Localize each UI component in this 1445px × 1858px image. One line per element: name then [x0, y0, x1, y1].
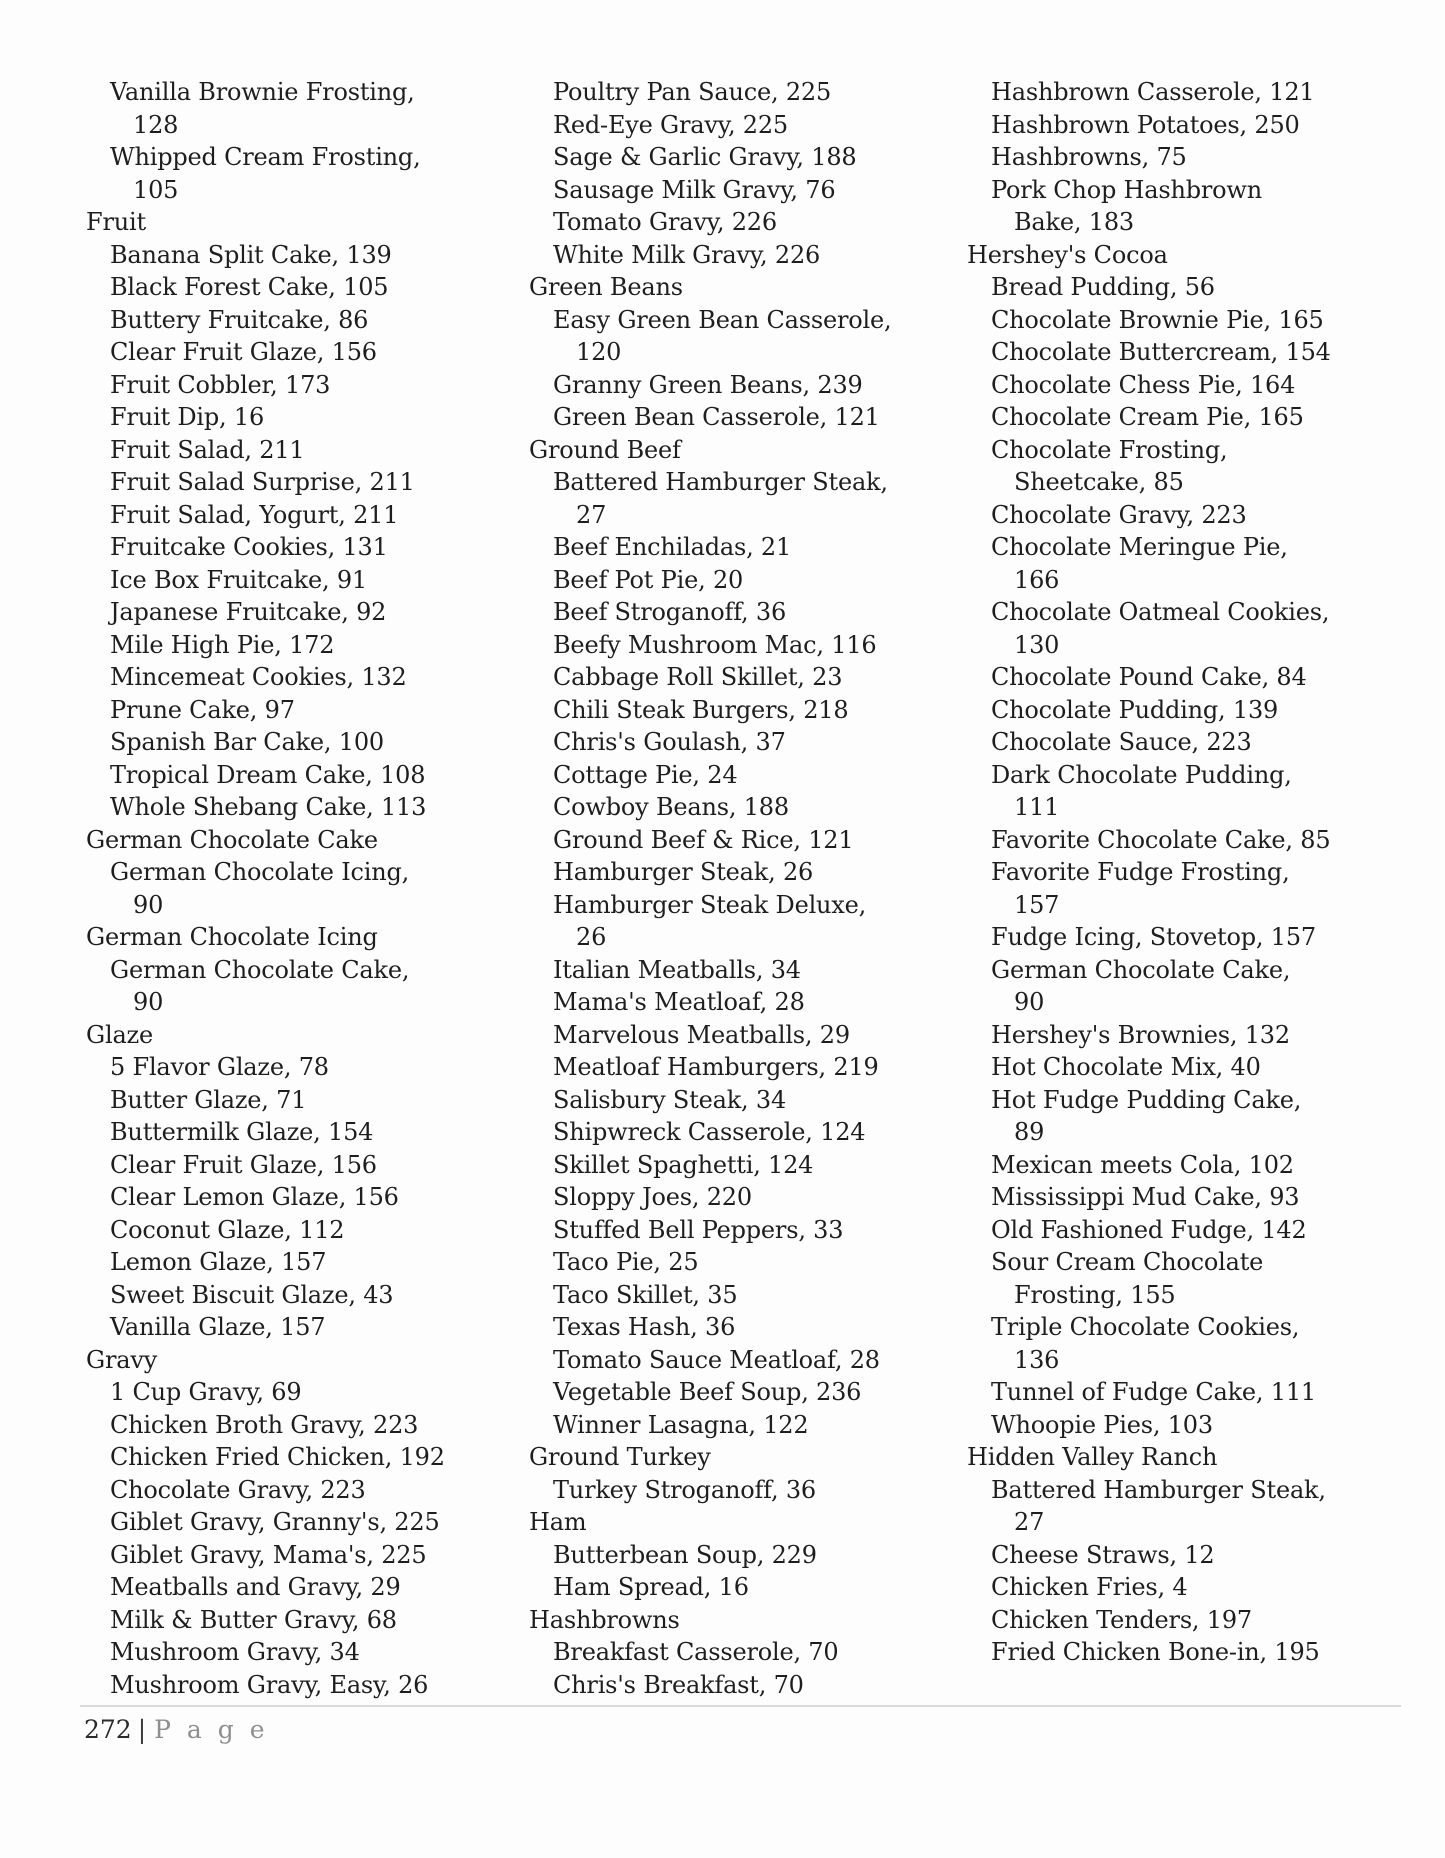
index-entry-continuation: 120: [576, 338, 622, 366]
footer-label: P a g e: [154, 1715, 269, 1744]
index-entry: Fried Chicken Bone-in, 195: [991, 1638, 1320, 1666]
index-entry: Mama's Meatloaf, 28: [553, 988, 805, 1016]
index-section-header: German Chocolate Cake: [86, 825, 378, 854]
index-entry: Winner Lasagna, 122: [553, 1410, 809, 1439]
index-entry: Poultry Pan Sauce, 225: [553, 78, 832, 106]
index-entry-continuation: 136: [1014, 1345, 1060, 1374]
index-entry: Ice Box Fruitcake, 91: [110, 565, 367, 594]
page-number: 272: [84, 1715, 132, 1744]
index-entry: Spanish Bar Cake, 100: [110, 728, 384, 756]
index-entry: Fruit Salad, Yogurt, 211: [110, 500, 399, 529]
index-entry: Red-Eye Gravy, 225: [553, 110, 789, 139]
index-entry: 1 Cup Gravy, 69: [110, 1378, 302, 1406]
index-entry: Japanese Fruitcake, 92: [110, 598, 387, 626]
index-entry: White Milk Gravy, 226: [553, 240, 821, 269]
index-entry-continuation: Sheetcake, 85: [1014, 468, 1184, 496]
index-entry: Chocolate Gravy, 223: [110, 1475, 366, 1504]
index-entry: Sage & Garlic Gravy, 188: [553, 143, 857, 171]
index-entry-continuation: 128: [133, 110, 179, 139]
index-entry-continuation: 166: [1014, 565, 1060, 594]
index-entry-continuation: 26: [576, 923, 607, 951]
index-section-header: Ham: [529, 1508, 587, 1536]
index-entry: Chocolate Gravy, 223: [991, 500, 1247, 529]
index-entry: Dark Chocolate Pudding,: [991, 760, 1292, 789]
index-entry: Buttermilk Glaze, 154: [110, 1118, 374, 1146]
index-entry: Coconut Glaze, 112: [110, 1215, 345, 1244]
index-entry: Meatballs and Gravy, 29: [110, 1573, 401, 1601]
index-entry: Fruit Salad Surprise, 211: [110, 468, 415, 496]
index-entry: Butterbean Soup, 229: [553, 1540, 817, 1569]
index-entry: Cottage Pie, 24: [553, 760, 738, 789]
index-section-header: Ground Turkey: [529, 1443, 711, 1471]
index-entry: Chocolate Sauce, 223: [991, 728, 1252, 756]
index-entry: Chocolate Pudding, 139: [991, 695, 1279, 724]
index-entry-continuation: 105: [133, 175, 179, 204]
page-footer: [84, 1714, 1405, 1747]
index-entry: Whoopie Pies, 103: [991, 1410, 1213, 1439]
index-columns: [86, 76, 1405, 1705]
index-entry: Granny Green Beans, 239: [553, 370, 863, 399]
index-entry: Favorite Fudge Frosting,: [991, 858, 1290, 886]
index-column-2: [529, 76, 967, 1701]
index-entry: Hamburger Steak, 26: [553, 858, 814, 886]
index-entry: Taco Skillet, 35: [553, 1280, 738, 1309]
index-section-header: Hashbrowns: [529, 1605, 680, 1634]
index-entry: Chocolate Oatmeal Cookies,: [991, 598, 1330, 626]
index-entry: Milk & Butter Gravy, 68: [110, 1605, 397, 1634]
index-entry: Whipped Cream Frosting,: [110, 143, 421, 171]
index-entry: Sausage Milk Gravy, 76: [553, 175, 836, 204]
index-entry: Chris's Breakfast, 70: [553, 1670, 804, 1699]
index-entry: Hamburger Steak Deluxe,: [553, 890, 867, 919]
index-entry: Tunnel of Fudge Cake, 111: [991, 1378, 1317, 1406]
index-entry: Ground Beef & Rice, 121: [553, 825, 854, 854]
index-entry-continuation: 130: [1014, 630, 1060, 659]
footer-divider: [80, 1705, 1401, 1707]
index-entry: Fruit Cobbler, 173: [110, 370, 331, 399]
index-section-header: Gravy: [86, 1345, 158, 1374]
index-entry: Chicken Fries, 4: [991, 1573, 1188, 1601]
index-entry: Chocolate Frosting,: [991, 435, 1228, 464]
index-entry: Sour Cream Chocolate: [991, 1248, 1264, 1276]
index-entry: Mushroom Gravy, 34: [110, 1638, 360, 1666]
index-entry: Vanilla Glaze, 157: [110, 1313, 326, 1341]
index-entry: 5 Flavor Glaze, 78: [110, 1053, 329, 1081]
index-entry-continuation: 111: [1014, 793, 1060, 821]
index-entry: Bread Pudding, 56: [991, 273, 1215, 301]
index-entry: Chocolate Chess Pie, 164: [991, 370, 1296, 399]
index-entry-continuation: 90: [1014, 988, 1045, 1016]
index-entry: Old Fashioned Fudge, 142: [991, 1215, 1307, 1244]
index-entry: Turkey Stroganoff, 36: [553, 1475, 816, 1504]
index-entry-continuation: 27: [1014, 1508, 1045, 1536]
index-entry: Hershey's Brownies, 132: [991, 1020, 1290, 1049]
index-entry: Hot Chocolate Mix, 40: [991, 1053, 1261, 1081]
index-entry: Chris's Goulash, 37: [553, 728, 786, 756]
index-entry: Triple Chocolate Cookies,: [991, 1313, 1300, 1341]
index-entry: Cabbage Roll Skillet, 23: [553, 663, 843, 691]
index-entry: Fruit Dip, 16: [110, 403, 265, 431]
index-entry: Battered Hamburger Steak,: [553, 468, 888, 496]
index-entry: Texas Hash, 36: [553, 1313, 736, 1341]
index-section-header: Green Beans: [529, 273, 683, 301]
index-entry: Mississippi Mud Cake, 93: [991, 1183, 1300, 1211]
index-entry: Battered Hamburger Steak,: [991, 1475, 1326, 1504]
index-entry: German Chocolate Cake,: [110, 955, 410, 984]
index-section-header: Hidden Valley Ranch: [967, 1443, 1218, 1471]
index-entry: Breakfast Casserole, 70: [553, 1638, 839, 1666]
index-entry: Beef Stroganoff, 36: [553, 598, 787, 626]
index-entry-continuation: Bake, 183: [1014, 208, 1134, 236]
index-entry: Pork Chop Hashbrown: [991, 175, 1263, 204]
index-entry: Stuffed Bell Peppers, 33: [553, 1215, 844, 1244]
index-entry: Mexican meets Cola, 102: [991, 1150, 1294, 1179]
index-entry: Green Bean Casserole, 121: [553, 403, 880, 431]
index-entry: Beef Pot Pie, 20: [553, 565, 744, 594]
index-entry: Chocolate Pound Cake, 84: [991, 663, 1307, 691]
index-entry: Skillet Spaghetti, 124: [553, 1150, 814, 1179]
index-entry: Fruit Salad, 211: [110, 435, 305, 464]
index-entry: Prune Cake, 97: [110, 695, 295, 724]
index-entry: Hot Fudge Pudding Cake,: [991, 1085, 1302, 1114]
index-entry: Buttery Fruitcake, 86: [110, 305, 369, 334]
index-entry: Sloppy Joes, 220: [553, 1183, 752, 1211]
index-entry: German Chocolate Icing,: [110, 858, 410, 886]
index-entry: Vegetable Beef Soup, 236: [553, 1378, 862, 1406]
index-entry: Banana Split Cake, 139: [110, 240, 392, 269]
index-section-header: Hershey's Cocoa: [967, 240, 1168, 269]
index-entry: Fruitcake Cookies, 131: [110, 533, 388, 561]
index-column-3: [967, 76, 1405, 1669]
index-entry: Beefy Mushroom Mac, 116: [553, 630, 877, 659]
index-entry: Chili Steak Burgers, 218: [553, 695, 849, 724]
index-entry: Shipwreck Casserole, 124: [553, 1118, 866, 1146]
index-column-1: [86, 76, 529, 1701]
index-section-header: German Chocolate Icing: [86, 923, 378, 951]
index-entry-continuation: 89: [1014, 1118, 1045, 1146]
index-entry: Cowboy Beans, 188: [553, 793, 789, 821]
index-entry: Butter Glaze, 71: [110, 1085, 307, 1114]
index-entry: Chocolate Meringue Pie,: [991, 533, 1288, 561]
index-entry: Tomato Gravy, 226: [553, 208, 777, 236]
index-entry: Salisbury Steak, 34: [553, 1085, 787, 1114]
index-entry: Sweet Biscuit Glaze, 43: [110, 1280, 394, 1309]
index-entry: Chicken Broth Gravy, 223: [110, 1410, 419, 1439]
index-entry: Giblet Gravy, Mama's, 225: [110, 1540, 427, 1569]
index-entry: Tropical Dream Cake, 108: [110, 760, 426, 789]
index-section-header: Ground Beef: [529, 435, 681, 464]
index-entry: Tomato Sauce Meatloaf, 28: [553, 1345, 880, 1374]
index-entry-continuation: 27: [576, 500, 607, 529]
index-entry-continuation: 90: [133, 988, 164, 1016]
index-entry: Clear Fruit Glaze, 156: [110, 1150, 377, 1179]
index-section-header: Fruit: [86, 208, 146, 236]
index-entry: Easy Green Bean Casserole,: [553, 305, 892, 334]
index-entry: Mincemeat Cookies, 132: [110, 663, 407, 691]
index-entry: Hashbrown Potatoes, 250: [991, 110, 1300, 139]
index-entry: Hashbrown Casserole, 121: [991, 78, 1315, 106]
index-entry: Fudge Icing, Stovetop, 157: [991, 923, 1316, 951]
index-entry: Mile High Pie, 172: [110, 630, 335, 659]
index-entry: German Chocolate Cake,: [991, 955, 1291, 984]
index-entry: Lemon Glaze, 157: [110, 1248, 327, 1276]
index-entry: Taco Pie, 25: [553, 1248, 699, 1276]
index-entry: Cheese Straws, 12: [991, 1540, 1215, 1569]
index-entry-continuation: Frosting, 155: [1014, 1280, 1176, 1309]
index-entry: Hashbrowns, 75: [991, 143, 1187, 171]
index-entry: Giblet Gravy, Granny's, 225: [110, 1508, 440, 1536]
index-entry: Chicken Tenders, 197: [991, 1605, 1252, 1634]
index-section-header: Glaze: [86, 1020, 154, 1049]
index-entry-continuation: 90: [133, 890, 164, 919]
index-entry: Meatloaf Hamburgers, 219: [553, 1053, 879, 1081]
index-entry: Mushroom Gravy, Easy, 26: [110, 1670, 429, 1699]
index-entry: Clear Fruit Glaze, 156: [110, 338, 377, 366]
index-entry: Vanilla Brownie Frosting,: [110, 78, 415, 106]
index-entry: Whole Shebang Cake, 113: [110, 793, 427, 821]
index-entry: Chocolate Cream Pie, 165: [991, 403, 1304, 431]
index-entry: Beef Enchiladas, 21: [553, 533, 792, 561]
index-entry: Chicken Fried Chicken, 192: [110, 1443, 445, 1471]
index-entry: Chocolate Brownie Pie, 165: [991, 305, 1324, 334]
index-entry: Favorite Chocolate Cake, 85: [991, 825, 1331, 854]
index-entry: Marvelous Meatballs, 29: [553, 1020, 850, 1049]
index-entry: Black Forest Cake, 105: [110, 273, 389, 301]
index-entry: Chocolate Buttercream, 154: [991, 338, 1331, 366]
index-entry: Ham Spread, 16: [553, 1573, 749, 1601]
index-entry: Italian Meatballs, 34: [553, 955, 801, 984]
footer-separator: |: [137, 1715, 147, 1744]
index-entry: Clear Lemon Glaze, 156: [110, 1183, 399, 1211]
index-entry-continuation: 157: [1014, 890, 1060, 919]
